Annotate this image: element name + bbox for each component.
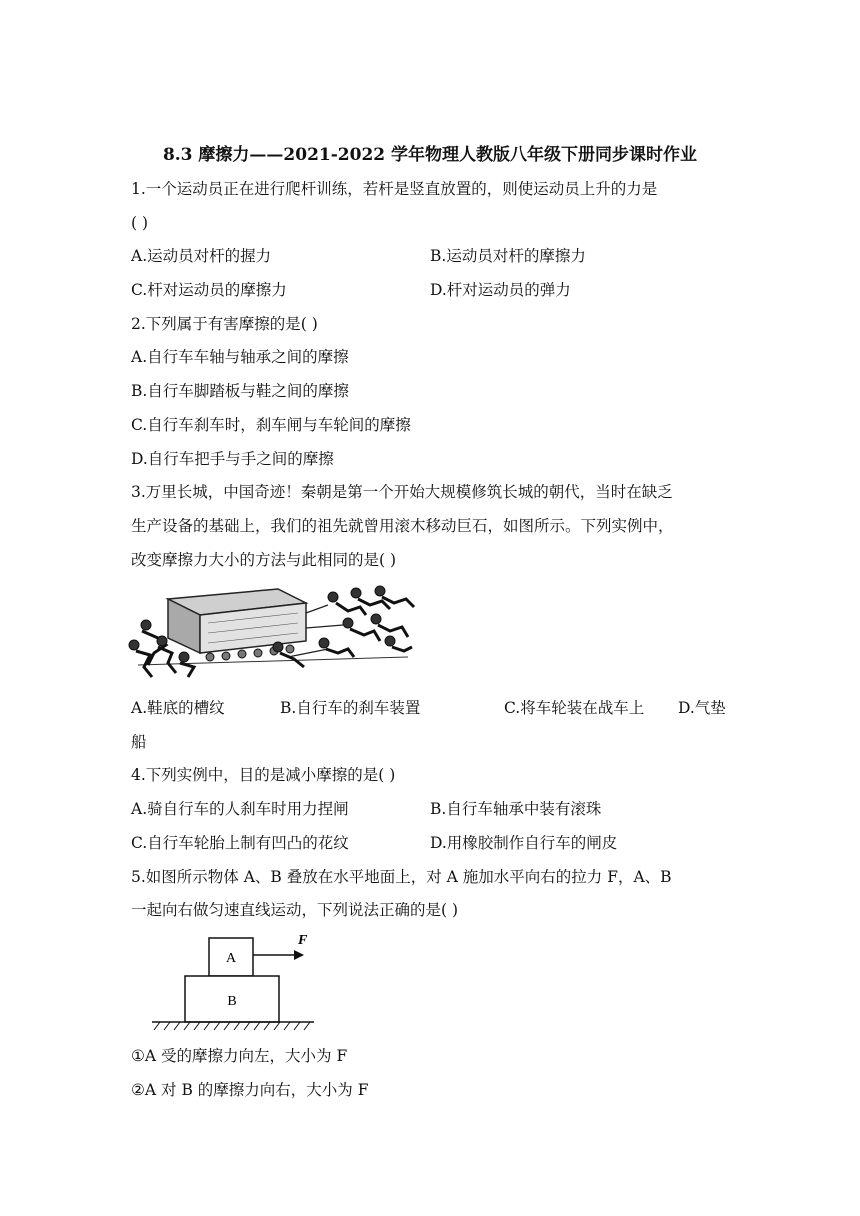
force-label: F [298, 933, 308, 948]
q5-statement-1: ①A 受的摩擦力向左，大小为 F [131, 1047, 348, 1065]
rolling-log-figure [128, 583, 420, 681]
q1-option-d: D.杆对运动员的弹力 [430, 281, 571, 299]
q5-statement-2: ②A 对 B 的摩擦力向右，大小为 F [131, 1081, 369, 1099]
q5-stem-line-2: 一起向右做匀速直线运动，下列说法正确的是( ) [131, 901, 459, 919]
q2-option-b: B.自行车脚踏板与鞋之间的摩擦 [131, 382, 349, 400]
q1-option-a: A.运动员对杆的握力 [131, 247, 272, 265]
block-b-label: B [227, 994, 237, 1009]
q4-option-c: C.自行车轮胎上制有凹凸的花纹 [131, 834, 349, 852]
q3-option-d: D.气垫 [678, 699, 726, 717]
page-title: 8.3 摩擦力——2021-2022 学年物理人教版八年级下册同步课时作业 [162, 145, 698, 165]
q3-stem-line-1: 3.万里长城，中国奇迹！秦朝是第一个开始大规模修筑长城的朝代，当时在缺乏 [131, 483, 673, 501]
block-a-label: A [225, 951, 237, 966]
q4-option-d: D.用橡胶制作自行车的闸皮 [430, 834, 618, 852]
q3-stem-line-3: 改变摩擦力大小的方法与此相同的是( ) [131, 551, 397, 569]
q5-stem-line-1: 5.如图所示物体 A、B 叠放在水平地面上，对 A 施加水平向右的拉力 F，A、B [131, 868, 672, 886]
q2-option-d: D.自行车把手与手之间的摩擦 [131, 450, 334, 468]
q2-stem: 2.下列属于有害摩擦的是( ) [131, 315, 318, 333]
q4-option-b: B.自行车轴承中装有滚珠 [430, 800, 602, 818]
q2-option-c: C.自行车刹车时，刹车闸与车轮间的摩擦 [131, 416, 411, 434]
q3-option-b: B.自行车的刹车装置 [280, 699, 421, 717]
q3-option-a: A.鞋底的槽纹 [131, 699, 225, 717]
q4-stem: 4.下列实例中，目的是减小摩擦的是( ) [131, 766, 396, 784]
q3-option-c: C.将车轮装在战车上 [504, 699, 645, 717]
q3-stem-line-2: 生产设备的基础上，我们的祖先就曾用滚木移动巨石，如图所示。下列实例中， [131, 517, 674, 535]
q2-option-a: A.自行车车轴与轴承之间的摩擦 [131, 348, 349, 366]
stacked-blocks-figure [148, 930, 318, 1034]
q4-option-a: A.骑自行车的人刹车时用力捏闸 [131, 800, 349, 818]
q3-option-d-continued: 船 [131, 733, 147, 751]
q1-stem-line-2: ( ) [131, 214, 149, 232]
q1-option-c: C.杆对运动员的摩擦力 [131, 281, 287, 299]
q1-option-b: B.运动员对杆的摩擦力 [430, 247, 586, 265]
q1-stem-line-1: 1.一个运动员正在进行爬杆训练，若杆是竖直放置的，则使运动员上升的力是 [131, 180, 658, 198]
